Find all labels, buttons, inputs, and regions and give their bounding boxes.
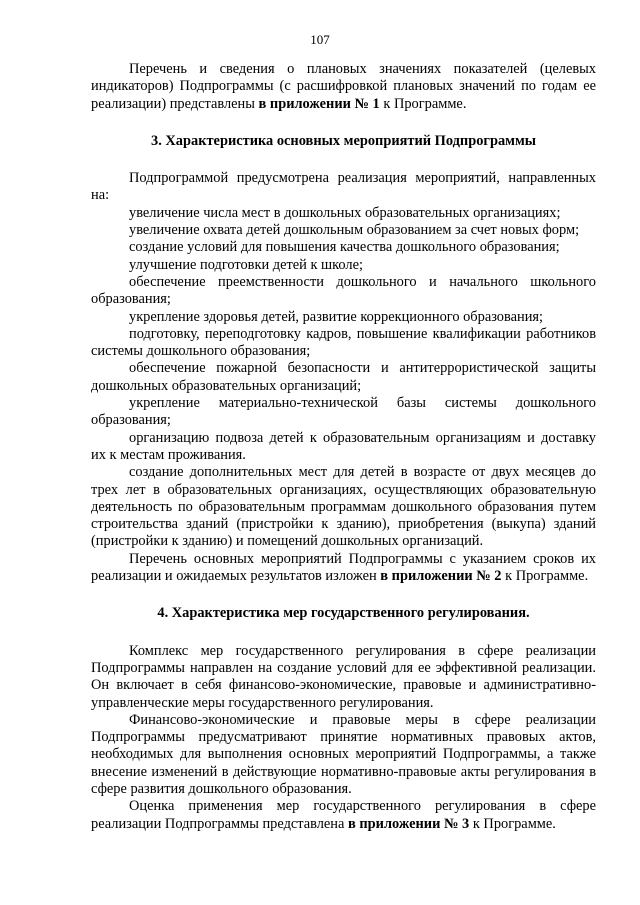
section-3-heading: 3. Характеристика основных мероприятий Подпрограммы <box>151 132 536 149</box>
list-item: подготовку, переподготовку кадров, повышение квалификации работников системы дошкольного образования; <box>91 325 596 360</box>
list-item: увеличение числа мест в дошкольных образовательных организациях; <box>129 204 561 221</box>
appendix-3-reference: в приложении № 3 <box>348 815 470 832</box>
list-item: укрепление здоровья детей, развитие коррекционного образования; <box>129 308 544 325</box>
section-4-heading: 4. Характеристика мер государственного регулирования. <box>157 605 530 622</box>
list-item: организацию подвоза детей к образовательным организациям и доставку их к местам проживания. <box>91 429 596 463</box>
list-item: увеличение охвата детей дошкольным образованием за счет новых форм; <box>129 222 580 239</box>
intro-paragraph: Перечень и сведения о плановых значениях показателей (целевых индикаторов) Подпрограммы (с расшифровкой плановых значений по годам ее реализации) представлены в приложении № 1 к Программе. <box>91 61 596 112</box>
section-4-paragraph: Комплекс мер государственного регулирования в сфере реализации Подпрограммы направлен на создание условий для ее эффективной реализации. Он включает в себя финансово-экономические, правовые и административно-управленческие меры государственного регулирования. <box>91 642 596 711</box>
list-item: обеспечение преемственности дошкольного и начального школьного образования; <box>91 273 596 308</box>
appendix-1-reference: в приложении № 1 <box>258 95 380 112</box>
list-item: укрепление материально-технической базы системы дошкольного образования; <box>91 395 596 429</box>
page-content <box>91 61 596 833</box>
page-number: 107 <box>310 32 330 47</box>
list-item: обеспечение пожарной безопасности и антитеррористической защиты дошкольных образовательных организаций; <box>91 360 596 394</box>
list-item: создание условий для повышения качества дошкольного образования; <box>129 239 560 256</box>
list-item: создание дополнительных мест для детей в возрасте от двух месяцев до трех лет в образовательных организациях, осуществляющих образовательную деятельность по образовательным программам дошкольного образования путем строительства зданий (пристройки к зданию), приобретения (выкупа) зданий (пристройки к зданию) и помещений дошкольных организаций. <box>91 464 596 550</box>
appendix-2-reference: в приложении № 2 <box>380 568 502 585</box>
section-3-closing-paragraph: Перечень основных мероприятий Подпрограммы с указанием сроков их реализации и ожидаемых результатов изложен в приложении № 2 к Программе. <box>91 550 596 585</box>
section-4-closing-paragraph: Оценка применения мер государственного регулирования в сфере реализации Подпрограммы представлена в приложении № 3 к Программе. <box>91 798 596 832</box>
list-item: Подпрограммой предусмотрена реализация мероприятий, направленных на: <box>91 170 596 204</box>
section-4-paragraph: Финансово-экономические и правовые меры в сфере реализации Подпрограммы предусматривают принятие нормативных правовых актов, необходимых для выполнения основных мероприятий Подпрограммы, а также внесение изменений в действующие нормативно-правовые акты регулирования в сфере развития дошкольного образования. <box>91 711 596 797</box>
section-3-list <box>91 170 596 551</box>
list-item: улучшение подготовки детей к школе; <box>129 256 363 273</box>
